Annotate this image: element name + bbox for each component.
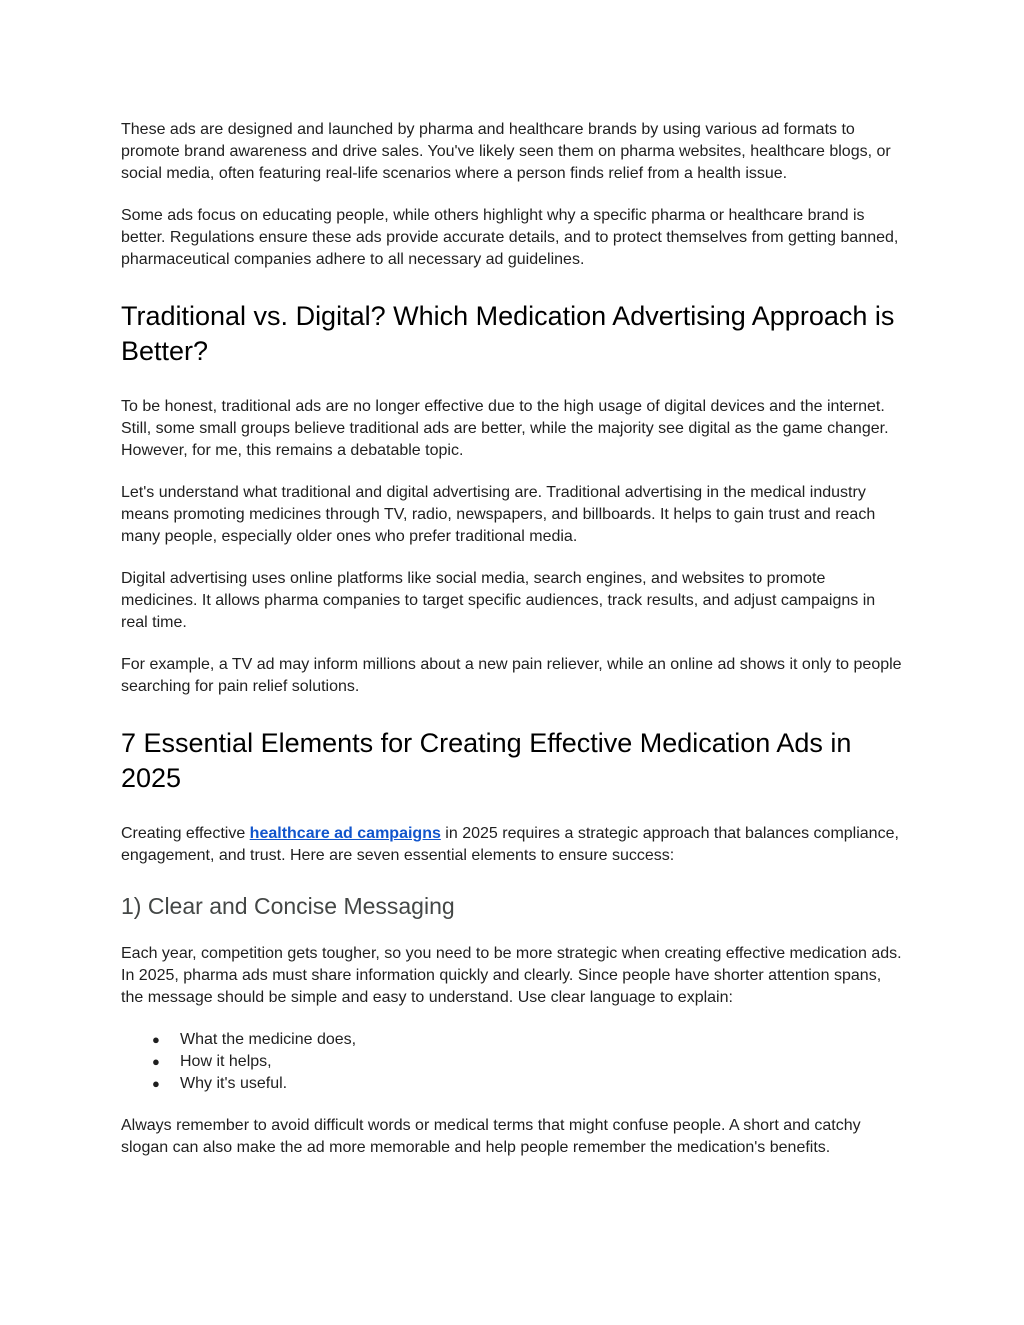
list-item-text: How it helps, (180, 1053, 272, 1070)
bullet-icon: ● (152, 1076, 160, 1091)
subsection1-paragraph-1: Each year, competition gets tougher, so you need to be more strategic when creating effective medication ads. In 2025, pharma ads must share information quickly and clearly. Since people have shorter attention spans, the message should be simple and easy to understand. Use clear language to explain: (121, 945, 902, 1006)
document-page (121, 119, 906, 1179)
subsection1-paragraph-2: Always remember to avoid difficult words or medical terms that might confuse people. A short and catchy slogan can also make the ad more memorable and help people remember the medication's benefits. (121, 1117, 861, 1156)
list-item (121, 1073, 906, 1095)
bullet-icon: ● (152, 1032, 160, 1047)
intro-paragraph-1: These ads are designed and launched by pharma and healthcare brands by using various ad formats to promote brand awareness and drive sales. You've likely seen them on pharma websites, healthcare blogs, or social media, often featuring real-life scenarios where a person finds relief from a health issue. (121, 121, 891, 182)
healthcare-ad-campaigns-link[interactable]: healthcare ad campaigns (249, 825, 441, 842)
list-item (121, 1051, 906, 1073)
subheading-clear-messaging: 1) Clear and Concise Messaging (121, 893, 455, 919)
section2-paragraph-1-tail: in 2025 requires a strategic approach that balances compliance, engagement, and trust. Here are seven essential elements to ensure success: (121, 825, 899, 864)
section1-paragraph-3: Digital advertising uses online platforms like social media, search engines, and websites to promote medicines. It allows pharma companies to target specific audiences, track results, and adjust campaigns in real time. (121, 570, 876, 631)
section1-paragraph-2: Let's understand what traditional and digital advertising are. Traditional advertising in the medical industry means promoting medicines through TV, radio, newspapers, and billboards. It helps to gain trust and reach many people, especially older ones who prefer traditional media. (121, 484, 876, 545)
list-item-text: Why it's useful. (180, 1075, 288, 1092)
section2-paragraph-1-lead: Creating effective (121, 825, 250, 842)
bullet-icon: ● (152, 1054, 160, 1069)
section-heading-traditional-vs-digital: Traditional vs. Digital? Which Medication Advertising Approach is Better? (121, 301, 895, 366)
section1-paragraph-1: To be honest, traditional ads are no longer effective due to the high usage of digital devices and the internet. Still, some small groups believe traditional ads are better, while the majority see digital as the game changer. However, for me, this remains a debatable topic. (121, 398, 889, 459)
intro-paragraph-2: Some ads focus on educating people, while others highlight why a specific pharma or healthcare brand is better. Regulations ensure these ads provide accurate details, and to protect themselves from getting banned, pharmaceutical companies adhere to all necessary ad guidelines. (121, 207, 899, 268)
section2-paragraph-1 (121, 823, 906, 867)
benefits-list (121, 1029, 906, 1095)
section-heading-essential-elements: 7 Essential Elements for Creating Effective Medication Ads in 2025 (121, 728, 852, 793)
section1-paragraph-4: For example, a TV ad may inform millions about a new pain reliever, while an online ad shows it only to people searching for pain relief solutions. (121, 656, 902, 695)
list-item-text: What the medicine does, (180, 1031, 357, 1048)
list-item (121, 1029, 906, 1051)
